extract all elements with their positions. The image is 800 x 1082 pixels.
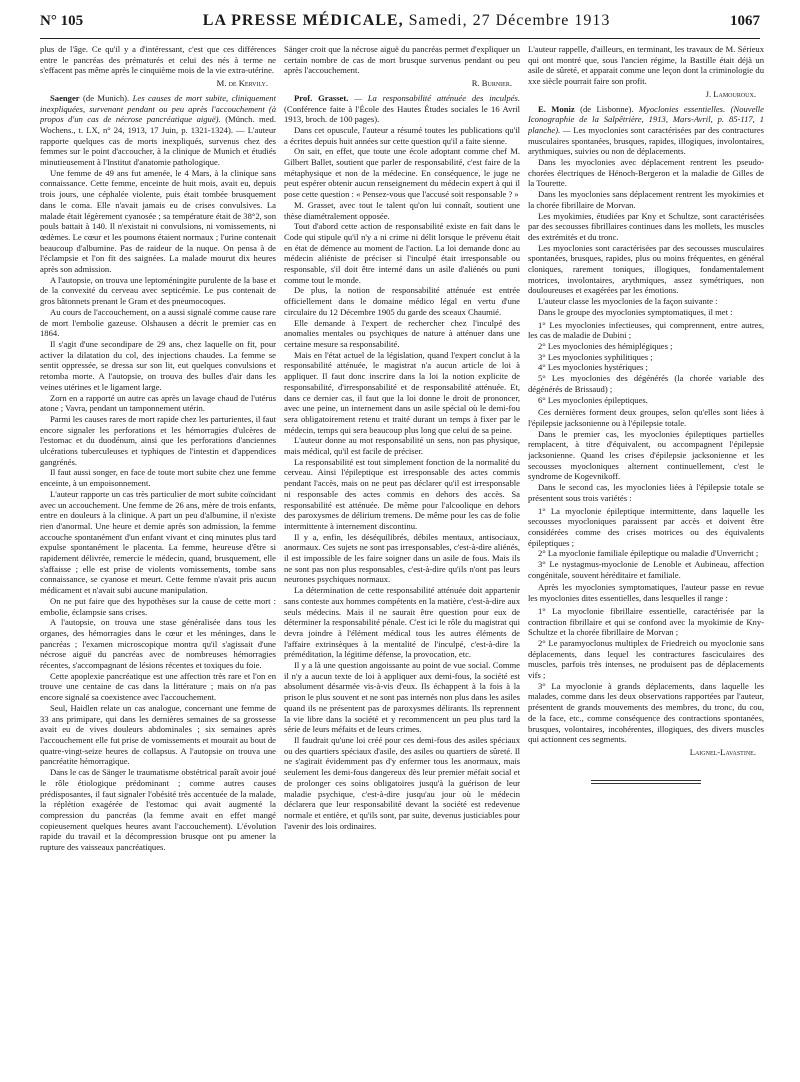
page-number: 1067 (730, 13, 760, 29)
reviewer-signature: M. de Kervily. (216, 78, 268, 89)
paragraph: Dans les myoclonies avec déplacement rentrent les pseudo-chorées électriques de Hénoch-Bergeron et la maladie de Gilles de la Tourette. (528, 157, 764, 189)
list-item: 2° Les myoclonies des hémiplégiques ; (538, 340, 673, 351)
review-heading (40, 93, 276, 168)
epileptic-varieties-list (528, 506, 764, 581)
review-place: (de Lisbonne). (580, 103, 634, 114)
page-header (40, 12, 760, 39)
paragraph: Il y a là une question angoissante au point de vue social. Comme il n'y a aucun texte de loi à appliquer aux demi-fous, la société est absolument désarmée vis-à-vis d'eux. Ils échappent à la fois à la prison le plus souvent et ne sont pas internés non plus dans les asiles quand ils ne présentent pas de paroxysmes délirants. Ils reprennent la vie libre dans la société et y recommencent un peu plus tard la série de leurs méfaits et de leurs crimes. (284, 660, 520, 735)
paragraph: Parmi les causes rares de mort rapide chez les parturientes, il faut encore signaler les perforations et les hémorragies d'ulcères de l'estomac et du duodénum, ainsi que les perforations d'anciennes ulcérations tuberculeuses et typhiques de l'intestin et d'appendices gangrénés. (40, 413, 276, 467)
end-rule (591, 780, 701, 781)
review-reference: (Münch. med. Wochens., t. LX, n° 24, 1913, 17 Juin, p. 1321-1324). — (40, 114, 276, 135)
review-title: Myoclonies essentielles. (638, 103, 726, 114)
paragraph: A l'autopsie, on trouva une leptoméningite purulente de la base et de la convexité du cerveau avec septicémie. Le pus contenait de gros bâtonnets prenant le Gram et des pneumocoques. (40, 274, 276, 307)
paragraph: Il s'agit d'une secondipare de 29 ans, chez laquelle on fit, pour activer la dilatation du col, des injections chaudes. La femme se sentit oppressée, se dressa sur son lit, eut quelques convulsions et retomba morte. A l'autopsie, on trouva des bulles d'air dans les veines utérines et le ligament large. (40, 338, 276, 392)
review-title: Les causes de mort subite, cliniquement inexpliquées, survenant pendant ou peu après l'accouchement (à propos d'un cas de nécrose pancréatique aiguë). (40, 92, 276, 125)
reviewer-signature: Laignel-Lavastine. (689, 747, 756, 757)
paragraph: Dans le second cas, les myoclonies liées à l'épilepsie totale se présentent sous trois variétés : (528, 482, 764, 503)
paragraph: Dans le groupe des myoclonies symptomatiques, il met : (538, 306, 733, 317)
list-item: 1° La myoclonie épileptique intermittente, dans laquelle les secousses myocloniques paraissent par accès et doivent être considérées comme des crises motrices ou des équivalents épileptiques ; (528, 505, 764, 548)
paragraph: La détermination de cette responsabilité atténuée doit appartenir sans conteste aux hommes compétents en la matière, c'est-à-dire aux seuls médecins. Mais il ne saurait être question pour eux de déterminer la responsabilité pénale. C'est ici le rôle du magistrat qui devra joindre à l'élément médical tous les autres éléments de l'affaire extrinsèques à la mentalité de l'inculpé, c'est-à-dire la préméditation, la légitime défense, la provocation, etc. (284, 585, 520, 660)
review-text: L'auteur rapporte quelques cas de morts inexpliqués, survenus chez des femmes sur le point d'accoucher, à la clinique de Munich et étudiés minutieusement à l'Institut d'anatomie pathologique. (40, 124, 276, 168)
paragraph: Mais en l'état actuel de la législation, quand l'expert conclut à la responsabilité atténuée, le magistrat n'a aucun article de loi à appliquer. Il faut donc inscrire dans la loi la notion explicite de responsabilité, d'irresponsabilité et de responsabilité atténuée. Et, dans ce dernier cas, il faut que la loi donne le droit de prononcer, avec une peine, un internement dans un asile spécial où le demi-fou sera obligatoirement retenu et traité durant un temps à fixer par le médecin, temps qui sera beaucoup plus long que celui de sa peine. (284, 349, 520, 435)
list-item: 2° La myoclonie familiale épileptique ou maladie d'Unverricht ; (538, 548, 759, 559)
paragraph: M. Grasset, avec tout le talent qu'on lui connaît, soutient une thèse diamétralement opposée. (284, 199, 520, 221)
list-item: 5° Les myoclonies des dégénérés (la chorée variable des dégénérés de Brissaud) ; (528, 373, 764, 394)
review-title: — La responsabilité atténuée des inculpés. (354, 92, 520, 103)
paragraph: Elle demande à l'expert de rechercher chez l'inculpé des anomalies mentales ou psychiques de nature à atténuer dans une certaine mesure sa responsabilité. (284, 317, 520, 349)
paragraph: Il y a, enfin, les déséquilibrés, débiles mentaux, antisociaux, anormaux. Ces sujets ne sont pas irresponsables, c'est-à-dire aliénés, il est impossible de les faire soigner dans un asile de fous. Mais ils ne sont pas non plus responsables, c'est-à-dire qu'ils n'ont pas leurs neurones psychiques normaux. (284, 531, 520, 585)
paragraph: Ces dernières forment deux groupes, selon qu'elles sont liées à l'épilepsie jacksonienne ou à l'épilepsie totale. (528, 407, 764, 428)
review-heading (284, 93, 520, 125)
paragraph: Dans le cas de Sänger le traumatisme obstétrical paraît avoir joué le rôle étiologique prédominant ; comme autres causes prédisposantes, il faut signaler l'obésité très accentuée de la malade, la réplétion exagérée de l'estomac qui avait augmenté la compression du pancréas (la femme avait en effet mangé copieusement quelques heures avant l'accouchement). L'évolution rapide du travail et la décompression brusque ont pu amener la rupture des vaisseaux pancréatiques. (40, 767, 276, 853)
paragraph: Sänger croit que la nécrose aiguë du pancréas permet d'expliquer un certain nombre de cas de mort brusque survenus pendant ou peu après l'accouchement. (284, 44, 520, 76)
column-1 (40, 44, 276, 1074)
reviewer-signature: R. Burnier. (471, 78, 512, 89)
paragraph: Zorn en a rapporté un autre cas après un lavage chaud de l'utérus atone ; Vavra, pendant un tamponnement utérin. (40, 392, 276, 414)
list-item: 2° Le paramyoclonus multiplex de Friedreich ou myoclonie sans déplacements, dans lequel les contractures fasciculaires des muscles, parfois très intenses, ne produisent pas de déplacements vifs ; (528, 637, 764, 681)
paragraph: plus de l'âge. Ce qu'il y a d'intéressant, c'est que ces différences entre le pancréas des prématurés et celui des nés à terme ne s'effacent pas même après le cinquième mois de la vie extra-utérine. (40, 44, 276, 76)
review-author: Saenger (50, 92, 80, 103)
paragraph: Il faudrait qu'une loi créé pour ces demi-fous des asiles spéciaux ou des quartiers spéciaux d'asile, des asiles ou quartiers de sûreté. Il ne s'agirait évidemment pas d'y enfermer tous les anormaux, mais seulement les demi-fous dangereux dès leur premier méfait social et de prolonger ces soins obligatoires jusqu'à la guérison de leur maladie psychique, c'est-à-dire jusqu'au jour où le médecin déclarera que leur responsabilité devant la société est redevenue normale et entière, et qu'ils sont, par suite, devenus justiciables pour l'avenir des lois ordinaires. (284, 735, 520, 831)
paragraph: L'auteur rappelle, d'ailleurs, en terminant, les travaux de M. Sérieux qui ont montré que, sous l'ancien régime, la Bastille était déjà un asile de sûreté, et apparait comme une leçon dont la criminologie du xxe siècle pourrait faire son profit. (528, 44, 764, 87)
paragraph: L'auteur rapporte un cas très particulier de mort subite coïncidant avec un accouchement. Une femme de 26 ans, mère de trois enfants, entre en douleurs à la clinique. A part un peu d'albumine, il n'existe rien d'anormal. Une heure et demie après son admission, la femme accouche spontanément d'un enfant vivant et cinq minutes plus tard expulse spontanément le placenta. La femme, heureuse d'être si rapidement délivrée, remercie le médecin, quand, brusquement, elle s'affaisse ; elle est prise de violents vomissements, tombe sans connaissance, se cyanose et meurt. Cette femme n'avait pris aucun médicament et n'avait subi aucune manipulation. (40, 488, 276, 596)
paragraph: On sait, en effet, que toute une école adoptant comme chef M. Gilbert Ballet, soutient que parler de responsabilité, c'est faire de la métaphysique et non de la médecine. En conséquence, le juge ne peut espérer obtenir aucun renseignement du médecin expert à qui il pose cette question : « Pensez-vous que l'accusé soit responsable ? » (284, 146, 520, 200)
paragraph: Dans les myoclonies sans déplacement rentrent les myokimies et la chorée fibrillaire de Morvan. (528, 189, 764, 210)
paragraph: Les myokimies, étudiées par Kny et Schultze, sont caractérisées par des secousses fibrillaires continues dans les mollets, les muscles des extrémités et du tronc. (528, 210, 764, 242)
essential-list (528, 606, 764, 745)
journal-name: LA PRESSE MÉDICALE, (202, 12, 404, 29)
paragraph: Tout d'abord cette action de responsabilité existe en fait dans le Code qui stipule qu'il n'y a ni crime ni délit lorsque le prévenu était en état de démence au moment de l'action. La loi demande donc au médecin aliéniste de préciser si l'inculpé était irresponsable ou responsable, s'il doit être interné dans un asile d'aliénés ou puni comme tout le monde. (284, 221, 520, 285)
list-item: 3° La myoclonie à grands déplacements, dans laquelle les malades, comme dans les deux observations rapportées par l'auteur, présentent de grands mouvements des membres, du tronc, du cou, de la face, etc., comme conséquence des contractions spontanées, brusques, volontaires, incohérentes, illogiques, des divers muscles qui actionnent ces segments. (528, 680, 764, 745)
paragraph: Au cours de l'accouchement, on a aussi signalé comme cause rare de mort l'embolie gazeuse. Olshausen a décrit le premier cas en 1864. (40, 306, 276, 339)
review-text: Les myoclonies sont caractérisées par des contractures musculaires spontanées, brusques, rapides, illogiques, involontaires, arythmiques, suivies ou non de déplacements. (528, 124, 764, 157)
list-item: 3° Les myoclonies syphilitiques ; (538, 351, 653, 362)
column-3 (528, 44, 764, 1074)
paragraph: La responsabilité est tout simplement fonction de la normalité du cerveau. Ainsi l'épileptique est irresponsable des actes commis pendant l'accès, mais on ne peut pas déclarer qu'il est irresponsable ni responsable des actes commis en dehors des accès. Sa responsabilité est atténuée. De même pour l'alcoolique en dehors des paroxysmes de délirium tremens. De même pour les cas de folie intermittente à internement discontinu. (284, 456, 520, 531)
reviewer-signature: J. Lamouroux. (705, 88, 756, 99)
review-reference: (Nouvelle Iconographie de la Salpêtrière, 1913, Mars-Avril, p. 85-117, 1 planche). — (528, 103, 764, 135)
review-reference: (Conférence faite à l'École des Hautes Études sociales le 16 Avril 1913, broch. de 100 pages). (284, 103, 520, 125)
paragraph: Dans le premier cas, les myoclonies épileptiques partielles remplacent, à titre d'équivalent, ou accompagnent l'épilepsie jacksonienne. Quand les crises d'épilepsie jacksonienne et les secousses myocloniques alternent continuellement, c'est le syndrome de Kogevnikoff. (528, 428, 764, 482)
paragraph: Les myoclonies sont caractérisées par des secousses musculaires spontanées, brusques, rapides, plus ou moins fréquentes, en général cloniques, rarement toniques, illogiques, fondamentalement motrices, involontaires, arythmiques, assez symétriques, non douloureuses et exagérées par les émotions. (528, 242, 764, 296)
review-author: E. Moniz (538, 103, 575, 114)
column-2 (284, 44, 520, 1074)
symptomatic-list (528, 320, 764, 406)
review-author: Prof. Grasset. (294, 92, 349, 103)
list-item: 3° Le nystagmus-myoclonie de Lenoble et Aubineau, affection congénitale, souvent héréditaire et familiale. (528, 559, 764, 580)
paragraph: Dans cet opuscule, l'auteur a résumé toutes les publications qu'il a écrites depuis huit années sur cette question qu'il a faite sienne. (284, 124, 520, 146)
paragraph: Seul, Haidlen relate un cas analogue, concernant une femme de 33 ans primipare, qui dans les dernières semaines de sa grossesse avait eu de vives douleurs abdominales ; six semaines après l'accouchement elle fut prise de vomissements et mourait au bout de quatre-vingt-seize heures de collapsus. A l'autopsie on trouva une pancréatite hémorragique. (40, 702, 276, 767)
paragraph: Cette apoplexie pancréatique est une affection très rare et l'on en trouve une centaine de cas dans la littérature ; mais on n'a pas encore signalé sa coexistence avec l'accouchement. (40, 670, 276, 703)
paragraph: L'auteur donne au mot responsabilité un sens, non pas physique, mais médical, qu'il est facile de préciser. (284, 435, 520, 457)
list-item: 1° La myoclonie fibrillaire essentielle, caractérisée par la contraction fibrillaire et qui se confond avec la myokimie de Kny-Schultze et la chorée fibrillaire de Morvan ; (528, 605, 764, 638)
review-heading (528, 104, 764, 158)
list-item: 1° Les myoclonies infectieuses, qui comprennent, entre autres, les cas de maladie de Dubini ; (528, 319, 764, 341)
paragraph: L'auteur classe les myoclonies de la façon suivante : (538, 296, 718, 307)
paragraph: A l'autopsie, on trouva une stase généralisée dans tous les organes, des hémorragies dans le cœur et les méninges, dans le pancréas ; l'examen microscopique montra qu'il s'agissait d'une nécrose aiguë du pancréas avec de nombreuses hémorragies récentes, s'accompagnant de lésions récentes et toxiques du foie. (40, 617, 276, 671)
list-item: 4° Les myoclonies hystériques ; (538, 362, 648, 373)
paragraph: De plus, la notion de responsabilité atténuée est entrée officiellement dans le domaine médico légal en vertu d'une circulaire du 12 Décembre 1905 du garde des sceaux Chaumié. (284, 285, 520, 317)
end-rule (591, 783, 701, 784)
paragraph: Une femme de 49 ans fut amenée, le 4 Mars, à la clinique sans connaissance. Cette femme, enceinte de huit mois, avait eu, depuis trois jours, une céphalée violente, puis était tombée brusquement dans le coma. Elle n'avait jamais eu de crises convulsives. La malade était légèrement cyanosée ; sa température était de 38°2, son pouls battait à 140. Il n'existait ni convulsions, ni vomissements, ni œdèmes. Le cœur et les poumons étaient normaux ; l'urine contenait beaucoup d'albumine. Pas de raideur de la nuque. On pensa à de l'éclampsie et l'on fit des saignées. La malade mourut dix heures après son admission. (40, 167, 276, 275)
issue-date: Samedi, 27 Décembre 1913 (408, 12, 611, 29)
paragraph: Il faut aussi songer, en face de toute mort subite chez une femme enceinte, à un empoisonnement. (40, 467, 276, 489)
review-place: (de Munich). (83, 92, 130, 103)
list-item: 6° Les myoclonies épileptiques. (538, 394, 648, 405)
paragraph: On ne put faire que des hypothèses sur la cause de cette mort : embolie, éclampsie sans crises. (40, 595, 276, 617)
running-title (203, 12, 611, 30)
paragraph: Après les myoclonies symptomatiques, l'auteur passe en revue les myoclonies dites essentielles, dans lesquelles il range : (528, 582, 764, 604)
issue-number: N° 105 (40, 13, 84, 29)
